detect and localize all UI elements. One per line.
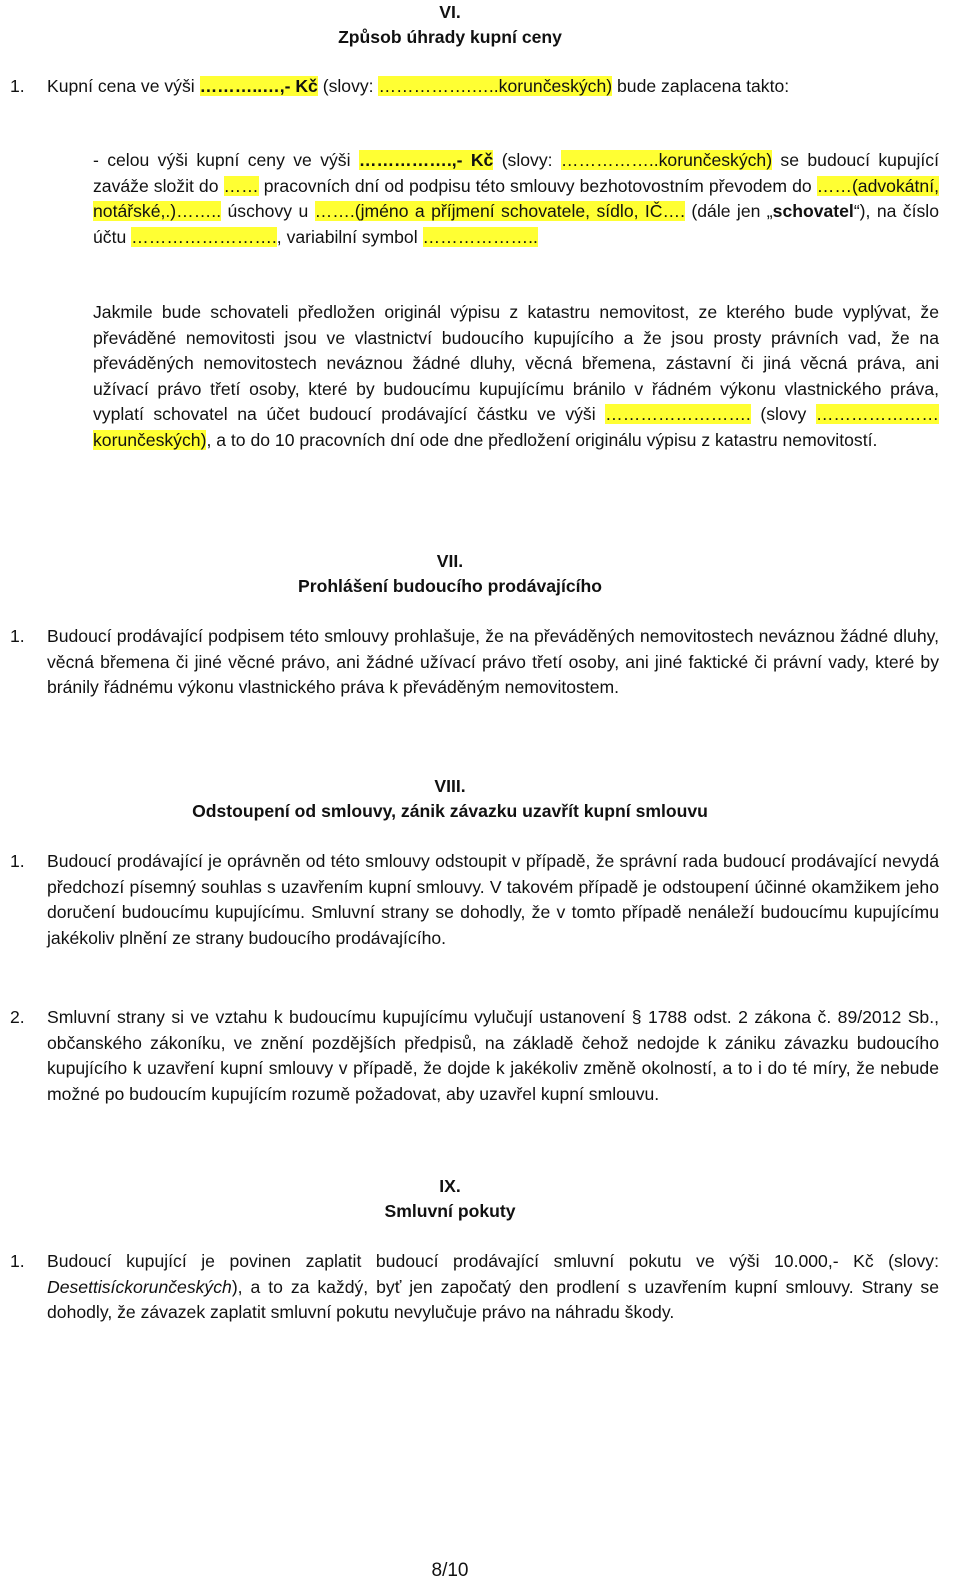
blank-field: ……(advokátní, notářské,.)…….. xyxy=(93,175,939,221)
section-9-title: Smluvní pokuty xyxy=(384,1201,516,1221)
item-number: 1. xyxy=(10,626,25,646)
item-number: 1. xyxy=(10,851,25,871)
item-number: 2. xyxy=(10,1007,25,1027)
text-run: Budoucí kupující je povinen zaplatit budoucí prodávající smluvní pokutu ve výši 10.000,- Kč (slovy: xyxy=(47,1251,939,1271)
section-6-title: Způsob úhrady kupní ceny xyxy=(338,27,562,47)
section-6-item-1 xyxy=(47,74,939,100)
section-9-number: IX. xyxy=(439,1176,461,1196)
blank-field: …… xyxy=(223,175,259,196)
item-number: 1. xyxy=(10,76,25,96)
text-run: , a to do 10 pracovních dní ode dne předložení originálu výpisu z katastru nemovitostí. xyxy=(206,429,878,450)
text-run: (slovy xyxy=(750,404,816,424)
section-7-number: VII. xyxy=(436,551,464,571)
text-run: Kupní cena ve výši xyxy=(47,76,200,96)
text-run: “), na číslo účtu xyxy=(93,201,939,247)
blank-field: …………….,- Kč xyxy=(358,150,494,170)
section-7-item-1: Budoucí prodávající podpisem této smlouvy prohlašuje, že na převáděných nemovitostech neváznou žádné dluhy, věcná břemena či jiné věcné právo, ani žádné užívací právo třetí osoby, ani jiné faktické či právní vady, které by bránily řádnému výkonu vlastnického práva k převáděným nemovitostem. xyxy=(47,626,939,697)
text-run: (slovy: xyxy=(317,76,379,96)
blank-field: …………….…..korunčeských) xyxy=(378,76,613,96)
text-run: ), a to za každý, byť jen započatý den prodlení s uzavřením kupní smlouvy. Strany se dohodly, že závazek zaplatit smluvní pokutu nevylučuje právo na náhradu škody. xyxy=(47,1276,939,1322)
text-run: - celou výši kupní ceny ve výši xyxy=(93,150,359,170)
section-9-item-1 xyxy=(47,1249,939,1326)
payment-terms-paragraph xyxy=(93,148,939,250)
blank-field: ……………………. xyxy=(131,226,277,247)
text-run: úschovy u xyxy=(221,201,315,221)
section-8-title: Odstoupení od smlouvy, zánik závazku uzavřít kupní smlouvu xyxy=(192,801,708,821)
page-number: 8/10 xyxy=(431,1560,469,1581)
blank-field: …….(jméno a příjmení schovatele, sídlo, IČ…. xyxy=(314,201,685,221)
section-6-number: VI. xyxy=(439,2,461,22)
item-number: 1. xyxy=(10,1251,25,1271)
blank-field: ……………………. xyxy=(605,404,751,424)
text-run: , variabilní symbol xyxy=(276,226,423,247)
italic-amount: Desettisíckorunčeských xyxy=(47,1276,232,1297)
text-run: (slovy: xyxy=(493,150,561,170)
blank-field: …………………korunčeských) xyxy=(93,404,939,450)
text-run: se budoucí kupující zaváže složit do xyxy=(93,150,939,196)
section-8-item-2: Smluvní strany si ve vztahu k budoucímu kupujícímu vylučují ustanovení § 1788 odst. 2 zákona č. 89/2012 Sb., občanského zákoníku, ve znění pozdějších předpisů, na základě čehož nedojde k zániku závazku budoucího kupujícího k uzavření kupní smlouvy v případě, že dojde k jakékoliv změně okolností, a to i do té míry, že nebude možné po budoucím kupujícím rozumě požadovat, aby uzavřel kupní smlouvu. xyxy=(47,1007,939,1104)
text-run: pracovních dní od podpisu této smlouvy bezhotovostním převodem do xyxy=(258,175,817,196)
bold-term: schovatel xyxy=(772,201,854,221)
release-conditions-paragraph xyxy=(93,300,939,453)
section-7-title: Prohlášení budoucího prodávajícího xyxy=(297,576,603,596)
section-8-item-1: Budoucí prodávající je oprávněn od této smlouvy odstoupit v případě, že správní rada budoucí prodávající nevydá předchozí písemný souhlas s uzavřením kupní smlouvy. V takovém případě je odstoupení účinné okamžikem jeho doručení budoucímu kupujícímu. Smluvní strany se dohodly, že v tomto případě nenáleží budoucímu kupujícímu jakékoliv plnění ze strany budoucího prodávajícího. xyxy=(47,851,939,948)
text-run: (dále jen „ xyxy=(684,201,773,221)
text-run: bude zaplacena takto: xyxy=(612,76,790,96)
section-8-number: VIII. xyxy=(434,776,466,796)
blank-field: ……………..korunčeských) xyxy=(560,150,773,170)
blank-field: ……………….. xyxy=(422,226,538,247)
text-run: Jakmile bude schovateli předložen originál výpisu z katastru nemovitost, ze kterého bude vyplývat, že převáděné nemovitosti jsou ve vlastnictví budoucího kupujícího a že jsou prosty právních vad, že na převáděných nemovitostech neváznou žádné dluhy, věcná břemena, zástavní či jiná věcná práva, ani užívací právo třetí osoby, které by budoucímu kupujícímu bránilo v řádném výkonu vlastnického práva, vyplatí schovatel na účet budoucí prodávající částku ve výši xyxy=(93,302,939,424)
blank-field: ………..…,- Kč xyxy=(199,76,318,96)
